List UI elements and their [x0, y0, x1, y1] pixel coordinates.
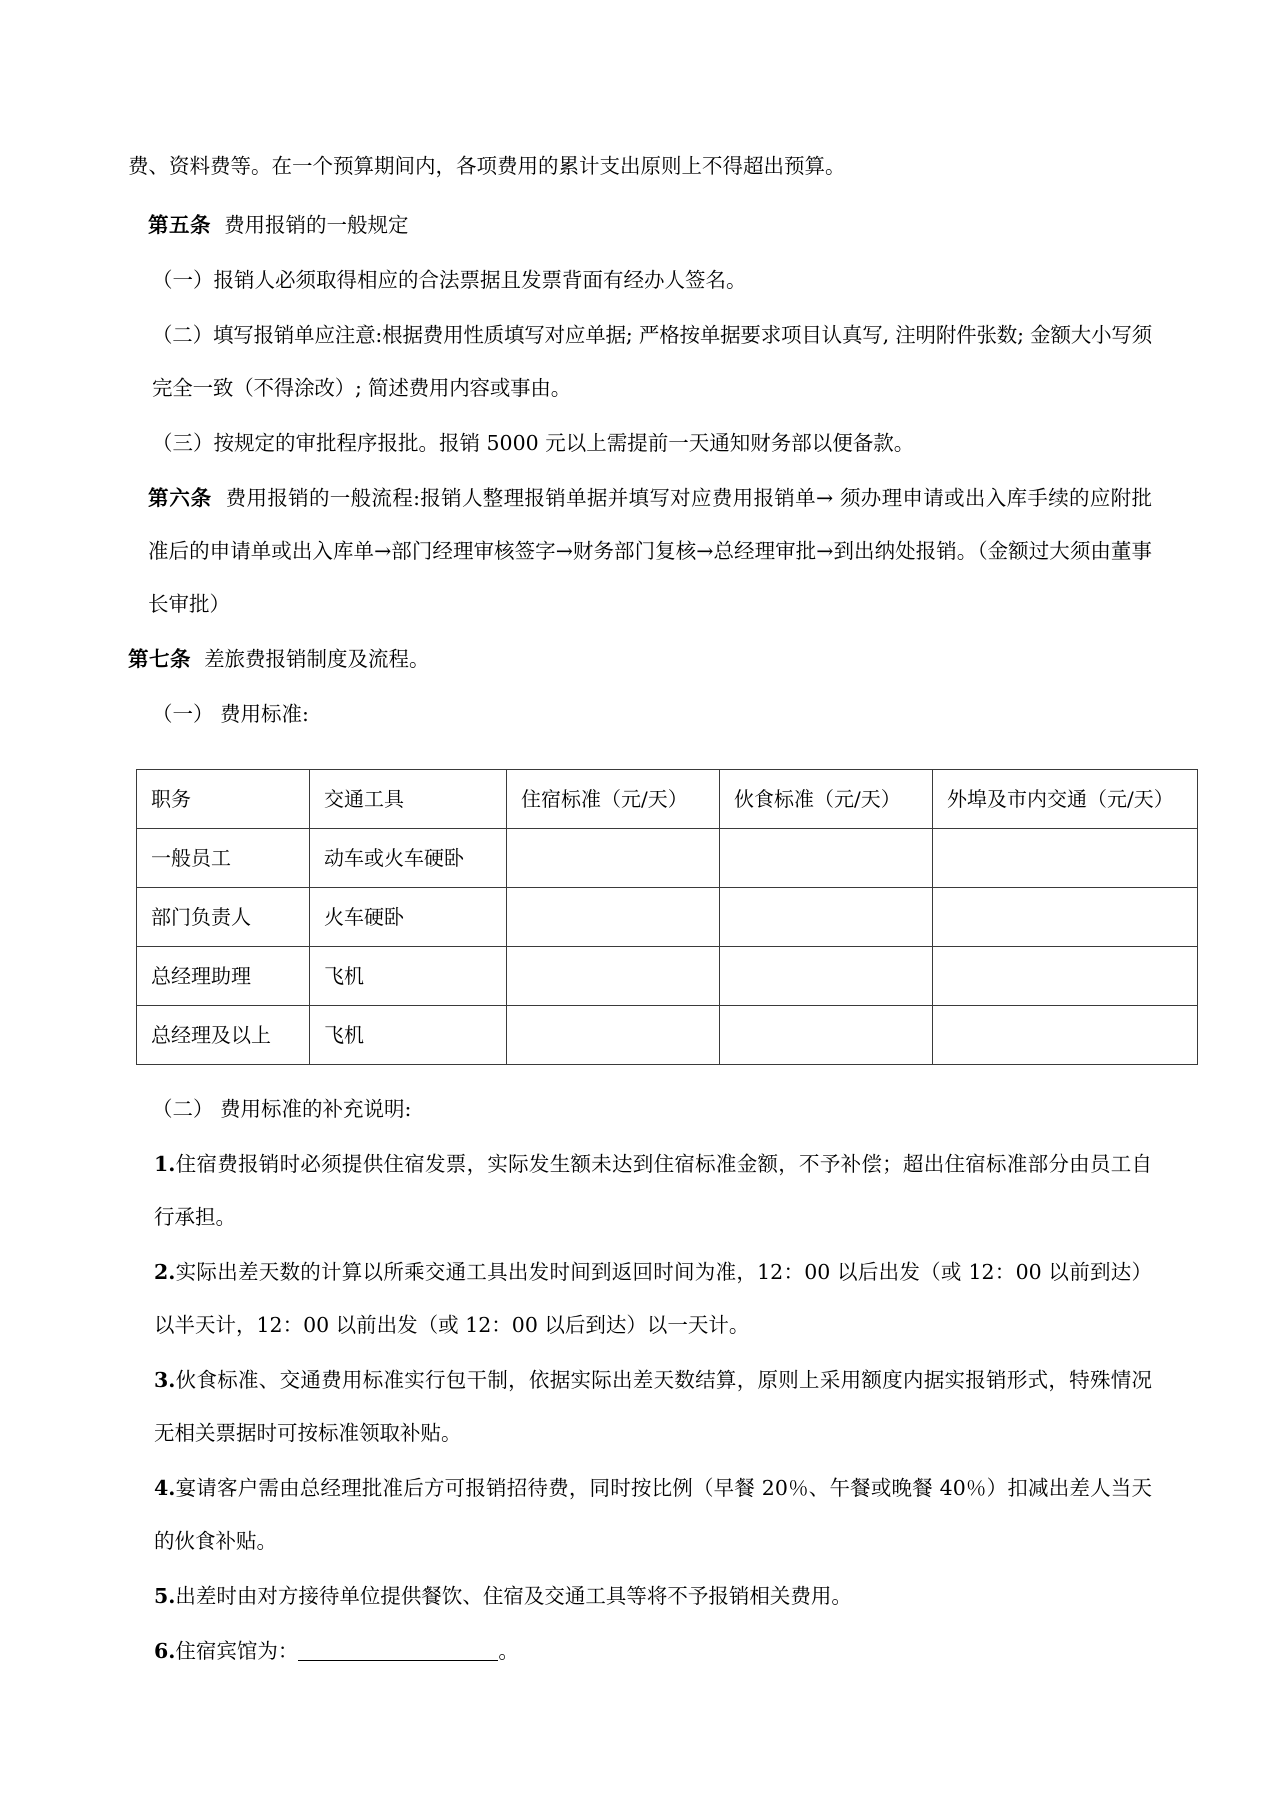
- clause-5-heading: [128, 199, 1152, 252]
- clause-7-note-3-number: 3.: [154, 1368, 176, 1392]
- clause-5-item-1-marker: （一）: [152, 268, 214, 292]
- clause-7-section-two-label: （二）: [152, 1097, 214, 1121]
- table-header-local-transport: 外埠及市内交通（元/天）: [933, 770, 1198, 829]
- table-cell-meal: [720, 947, 933, 1006]
- clause-7-note-6-number: 6.: [154, 1639, 176, 1663]
- table-header-hotel: 住宿标准（元/天）: [507, 770, 720, 829]
- clause-7-note-4-text: 宴请客户需由总经理批准后方可报销招待费，同时按比例（早餐 20％、午餐或晚餐 40％）扣减出差人当天的伙食补贴。: [154, 1476, 1152, 1553]
- table-header-position: 职务: [137, 770, 310, 829]
- continuation-paragraph: 费、资料费等。在一个预算期间内，各项费用的累计支出原则上不得超出预算。: [128, 154, 846, 178]
- clause-7-note-3-text: 伙食标准、交通费用标准实行包干制，依据实际出差天数结算，原则上采用额度内据实报销形式，特殊情况无相关票据时可按标准领取补贴。: [154, 1368, 1152, 1445]
- clause-5-title: 费用报销的一般规定: [224, 213, 409, 237]
- table-header-row: [137, 770, 1198, 829]
- clause-6-text: 费用报销的一般流程:报销人整理报销单据并填写对应费用报销单→ 须办理申请或出入库手续的应附批准后的申请单或出入库单→部门经理审核签字→财务部门复核→总经理审批→到出纳处报销。（金额过大须由董事长审批）: [148, 486, 1152, 616]
- table-cell-hotel: [507, 829, 720, 888]
- clause-5-item-3: [128, 417, 1152, 470]
- clause-7-section-one-title: 费用标准:: [220, 702, 309, 726]
- table-cell-position: 总经理及以上: [137, 1006, 310, 1065]
- clause-7-note-2-text: 实际出差天数的计算以所乘交通工具出发时间到返回时间为准，12：00 以后出发（或 12：00 以前到达）以半天计，12：00 以前出发（或 12：00 以后到达）以一天计。: [154, 1260, 1152, 1337]
- document-body: [128, 140, 1174, 1678]
- table-cell-transport: 火车硬卧: [310, 888, 507, 947]
- clause-7-note-5: [128, 1570, 1152, 1623]
- table-cell-position: 部门负责人: [137, 888, 310, 947]
- clause-7-title: 差旅费报销制度及流程。: [204, 647, 430, 671]
- clause-7-section-two-heading: [128, 1083, 1152, 1136]
- clause-7-note-6: [128, 1625, 1152, 1678]
- clause-5-label: 第五条: [148, 213, 211, 237]
- table-cell-local: [933, 947, 1198, 1006]
- table-header-meal: 伙食标准（元/天）: [720, 770, 933, 829]
- clause-5-item-1: [128, 254, 1152, 307]
- clause-5-item-2: [128, 309, 1152, 415]
- clause-6-paragraph: [128, 472, 1152, 631]
- table-cell-meal: [720, 888, 933, 947]
- clause-5-item-3-text: 按规定的审批程序报批。报销 5000 元以上需提前一天通知财务部以便备款。: [213, 431, 915, 455]
- clause-7-note-5-number: 5.: [154, 1584, 176, 1608]
- clause-7-note-5-text: 出差时由对方接待单位提供餐饮、住宿及交通工具等将不予报销相关费用。: [175, 1584, 852, 1608]
- clause-7-note-2: [128, 1246, 1152, 1352]
- table-row: [137, 888, 1198, 947]
- clause-7-note-4: [128, 1462, 1152, 1568]
- table-cell-position: 一般员工: [137, 829, 310, 888]
- fee-standard-table: [136, 769, 1198, 1065]
- clause-7-section-two-title: 费用标准的补充说明:: [220, 1097, 412, 1121]
- clause-7-note-1-text: 住宿费报销时必须提供住宿发票，实际发生额未达到住宿标准金额，不予补偿；超出住宿标准部分由员工自行承担。: [154, 1152, 1152, 1229]
- clause-7-note-1-number: 1.: [154, 1152, 176, 1176]
- clause-5-item-1-text: 报销人必须取得相应的合法票据且发票背面有经办人签名。: [213, 268, 747, 292]
- table-row: [137, 947, 1198, 1006]
- clause-7-section-one-label: （一）: [152, 702, 214, 726]
- table-row: [137, 1006, 1198, 1065]
- table-cell-local: [933, 888, 1198, 947]
- clause-7-note-2-number: 2.: [154, 1260, 176, 1284]
- table-cell-transport: 飞机: [310, 947, 507, 1006]
- clause-6-label: 第六条: [148, 486, 212, 510]
- clause-7-heading: [128, 633, 1152, 686]
- clause-7-note-3: [128, 1354, 1152, 1460]
- table-cell-meal: [720, 829, 933, 888]
- clause-7-note-1: [128, 1138, 1152, 1244]
- table-row: [137, 829, 1198, 888]
- clause-5-item-2-text: 填写报销单应注意:根据费用性质填写对应单据; 严格按单据要求项目认真写, 注明附件张数; 金额大小写须完全一致（不得涂改）; 简述费用内容或事由。: [152, 323, 1152, 400]
- clause-7-note-6-text-before: 住宿宾馆为：: [175, 1639, 299, 1663]
- table-cell-transport: 飞机: [310, 1006, 507, 1065]
- table-cell-local: [933, 1006, 1198, 1065]
- clause-5-item-2-marker: （二）: [152, 323, 213, 347]
- table-cell-hotel: [507, 1006, 720, 1065]
- table-cell-transport: 动车或火车硬卧: [310, 829, 507, 888]
- clause-7-label: 第七条: [128, 647, 191, 671]
- clause-7-section-one-heading: [128, 688, 1152, 741]
- table-cell-local: [933, 829, 1198, 888]
- table-cell-hotel: [507, 947, 720, 1006]
- table-cell-position: 总经理助理: [137, 947, 310, 1006]
- clause-5-item-3-marker: （三）: [152, 431, 214, 455]
- table-header-transport: 交通工具: [310, 770, 507, 829]
- table-cell-meal: [720, 1006, 933, 1065]
- hotel-name-blank-field[interactable]: [298, 1660, 498, 1661]
- clause-7-note-6-text-after: 。: [498, 1639, 519, 1663]
- table-cell-hotel: [507, 888, 720, 947]
- clause-7-note-4-number: 4.: [154, 1476, 176, 1500]
